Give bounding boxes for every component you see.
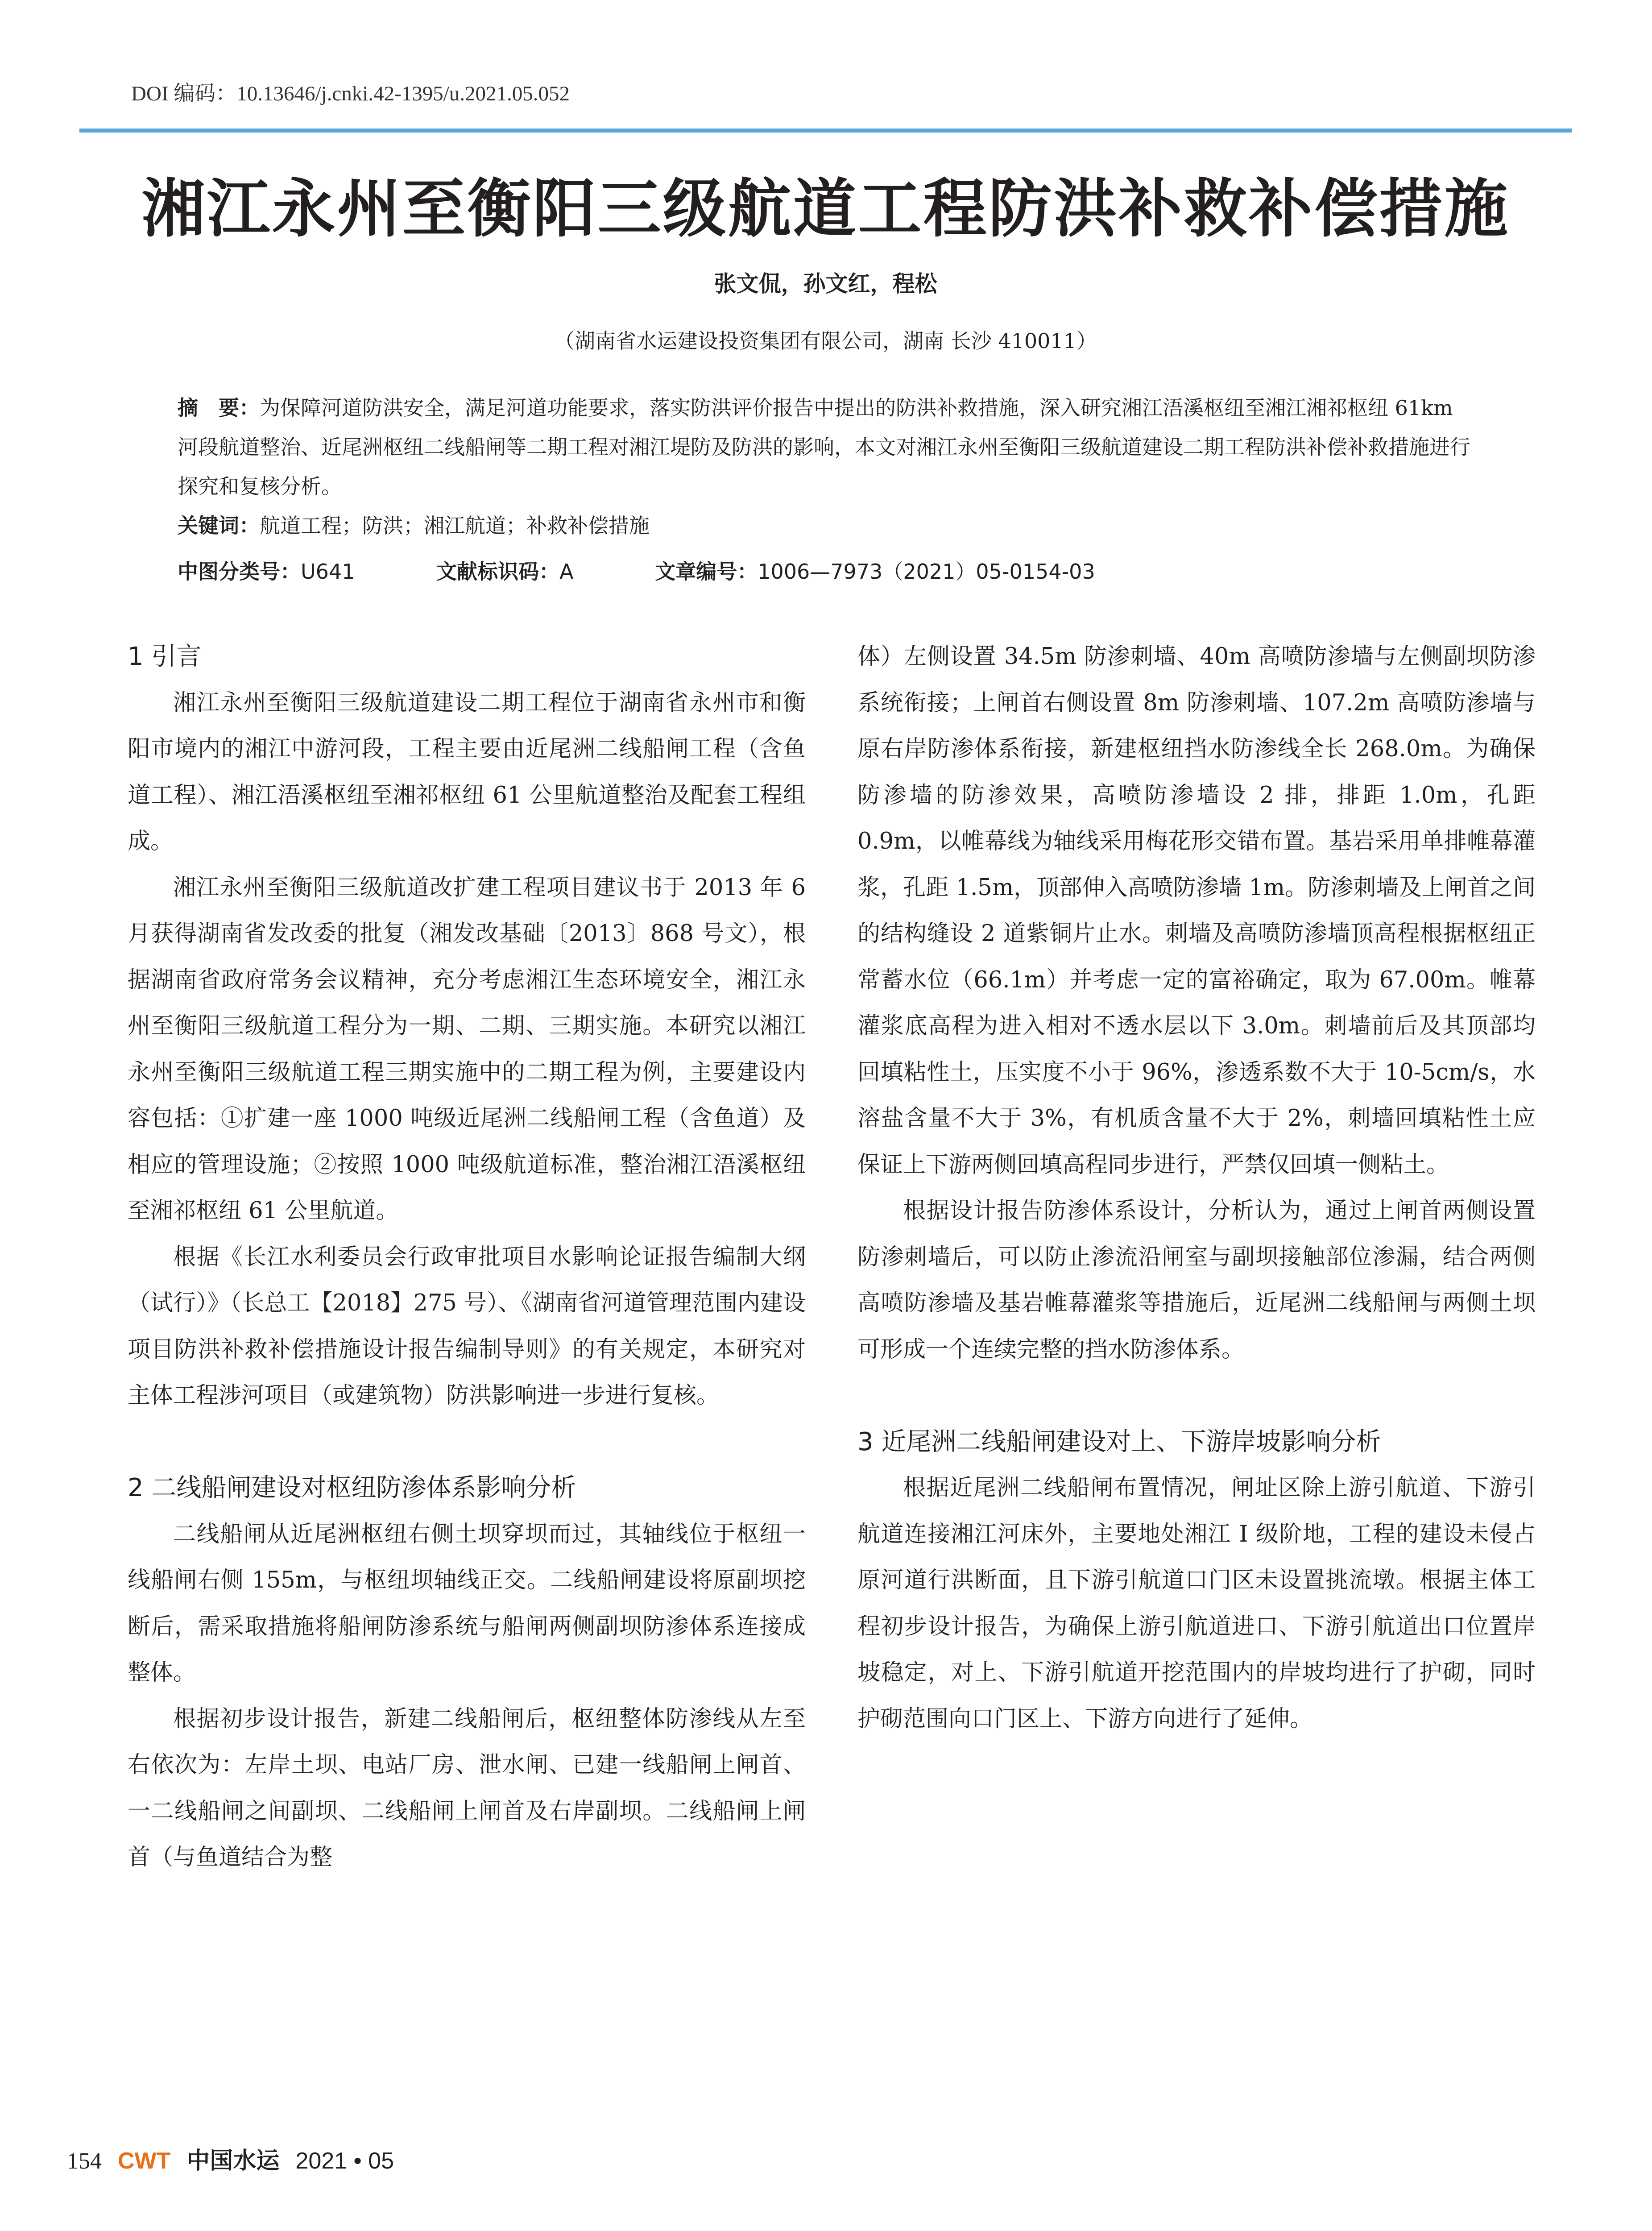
abstract-label: 摘 要： bbox=[178, 396, 260, 420]
doc-code-label: 文献标识码： bbox=[436, 560, 560, 584]
keywords bbox=[178, 506, 1471, 545]
article-title: 湘江永州至衡阳三级航道工程防洪补救补偿措施 bbox=[141, 172, 1510, 246]
section-heading-3: 3 近尾洲二线船闸建设对上、下游岸坡影响分析 bbox=[857, 1427, 1381, 1456]
paragraph: 二线船闸从近尾洲枢纽右侧土坝穿坝而过，其轴线位于枢纽一线船闸右侧 155m，与枢纽坝轴线正交。二线船闸建设将原副坝挖断后，需采取措施将船闸防渗系统与船闸两侧副坝防渗体系连接成整体。 bbox=[128, 1521, 806, 1686]
paragraph: 湘江永州至衡阳三级航道改扩建工程项目建议书于 2013 年 6 月获得湖南省发改委的批复（湘发改基础〔2013〕868 号文），根据湖南省政府常务会议精神，充分考虑湘江生态环境安全，湘江永州至衡阳三级航道工程分为一期、二期、三期实施。本研究以湘江永州至衡阳三级航道工程三期实施中的二期工程为例，主要建设内容包括：①扩建一座 1000 吨级近尾洲二线船闸工程（含鱼道）及相应的管理设施；②按照 1000 吨级航道标准，整治湘江浯溪枢纽至湘祁枢纽 61 公里航道。 bbox=[128, 874, 806, 1224]
clc bbox=[178, 560, 355, 584]
paragraph: 根据初步设计报告，新建二线船闸后，枢纽整体防渗线从左至右依次为：左岸土坝、电站厂房、泄水闸、已建一线船闸上闸首、一二线船闸之间副坝、二线船闸上闸首及右岸副坝。二线船闸上闸首（与鱼道结合为整 bbox=[128, 1705, 806, 1870]
article-number-label: 文章编号： bbox=[655, 560, 758, 584]
abstract-block bbox=[178, 388, 1471, 545]
doc-code-value: A bbox=[559, 560, 574, 584]
authors: 张文侃，孙文红，程松 bbox=[714, 271, 937, 297]
article-number bbox=[655, 560, 1095, 584]
section-heading-2: 2 二线船闸建设对枢纽防渗体系影响分析 bbox=[128, 1473, 576, 1502]
paragraph: 湘江永州至衡阳三级航道建设二期工程位于湖南省永州市和衡阳市境内的湘江中游河段，工程主要由近尾洲二线船闸工程（含鱼道工程）、湘江浯溪枢纽至湘祁枢纽 61 公里航道整治及配套工程组成。 bbox=[128, 689, 806, 854]
header-rule bbox=[79, 129, 1572, 133]
doc-code bbox=[436, 560, 573, 584]
classification-line bbox=[178, 556, 1471, 585]
clc-label: 中图分类号： bbox=[178, 560, 301, 584]
article-number-value: 1006—7973（2021）05-0154-03 bbox=[758, 560, 1095, 584]
paragraph: 根据近尾洲二线船闸布置情况，闸址区除上游引航道、下游引航道连接湘江河床外，主要地处湘江 I 级阶地，工程的建设未侵占原河道行洪断面，且下游引航道口门区未设置挑流墩。根据主体工程初步设计报告，为确保上游引航道进口、下游引航道出口位置岸坡稳定，对上、下游引航道开挖范围内的岸坡均进行了护砌，同时护砌范围向口门区上、下游方向进行了延伸。 bbox=[857, 1475, 1536, 1732]
abstract bbox=[178, 388, 1471, 506]
abstract-text: 为保障河道防洪安全，满足河道功能要求，落实防洪评价报告中提出的防洪补救措施，深入研究湘江浯溪枢纽至湘江湘祁枢纽 61km 河段航道整治、近尾洲枢纽二线船闸等二期工程对湘江堤防及防洪的影响，本文对湘江永州至衡阳三级航道建设二期工程防洪补偿补救措施进行探究和复核分析。 bbox=[178, 396, 1470, 498]
doi-line: DOI 编码：10.13646/j.cnki.42-1395/u.2021.05.052 bbox=[131, 82, 570, 105]
left-column bbox=[128, 634, 806, 1881]
paragraph: 根据《长江水利委员会行政审批项目水影响论证报告编制大纲（试行）》（长总工【2018】275 号）、《湖南省河道管理范围内建设项目防洪补救补偿措施设计报告编制导则》的有关规定，本研究对主体工程涉河项目（或建筑物）防洪影响进一步进行复核。 bbox=[128, 1244, 806, 1409]
journal-logo: CWT bbox=[118, 2148, 171, 2174]
keywords-label: 关键词： bbox=[178, 514, 260, 538]
clc-value: U641 bbox=[301, 560, 355, 584]
paragraph: 体）左侧设置 34.5m 防渗刺墙、40m 高喷防渗墙与左侧副坝防渗系统衔接；上闸首右侧设置 8m 防渗刺墙、107.2m 高喷防渗墙与原右岸防渗体系衔接，新建枢纽挡水防渗线全长 268.0m。为确保防渗墙的防渗效果，高喷防渗墙设 2 排，排距 1.0m，孔距 0.9m，以帷幕线为轴线采用梅花形交错布置。基岩采用单排帷幕灌浆，孔距 1.5m，顶部伸入高喷防渗墙 1m。防渗刺墙及上闸首之间的结构缝设 2 道紫铜片止水。刺墙及高喷防渗墙顶高程根据枢纽正常蓄水位（66.1m）并考虑一定的富裕确定，取为 67.00m。帷幕灌浆底高程为进入相对不透水层以下 3.0m。刺墙前后及其顶部均回填粘性土，压实度不小于 96%，渗透系数不大于 10-5cm/s，水溶盐含量不大于 3%，有机质含量不大于 2%，刺墙回填粘性土应保证上下游两侧回填高程同步进行，严禁仅回填一侧粘土。 bbox=[857, 643, 1536, 1178]
section-heading-1: 1 引言 bbox=[128, 642, 202, 671]
affiliation: （湖南省水运建设投资集团有限公司，湖南 长沙 410011） bbox=[554, 329, 1097, 353]
section-gap bbox=[128, 1419, 806, 1465]
journal-issue: 2021 • 05 bbox=[295, 2148, 394, 2174]
keywords-text: 航道工程；防洪；湘江航道；补救补偿措施 bbox=[260, 514, 650, 538]
paragraph: 根据设计报告防渗体系设计，分析认为，通过上闸首两侧设置防渗刺墙后，可以防止渗流沿闸室与副坝接触部位渗漏，结合两侧高喷防渗墙及基岩帷幕灌浆等措施后，近尾洲二线船闸与两侧土坝可形成一个连续完整的挡水防渗体系。 bbox=[857, 1198, 1536, 1363]
section-gap bbox=[857, 1373, 1536, 1419]
page-number: 154 bbox=[67, 2148, 102, 2174]
page-footer bbox=[67, 2142, 394, 2175]
right-column bbox=[857, 634, 1536, 1742]
journal-name: 中国水运 bbox=[186, 2147, 280, 2174]
